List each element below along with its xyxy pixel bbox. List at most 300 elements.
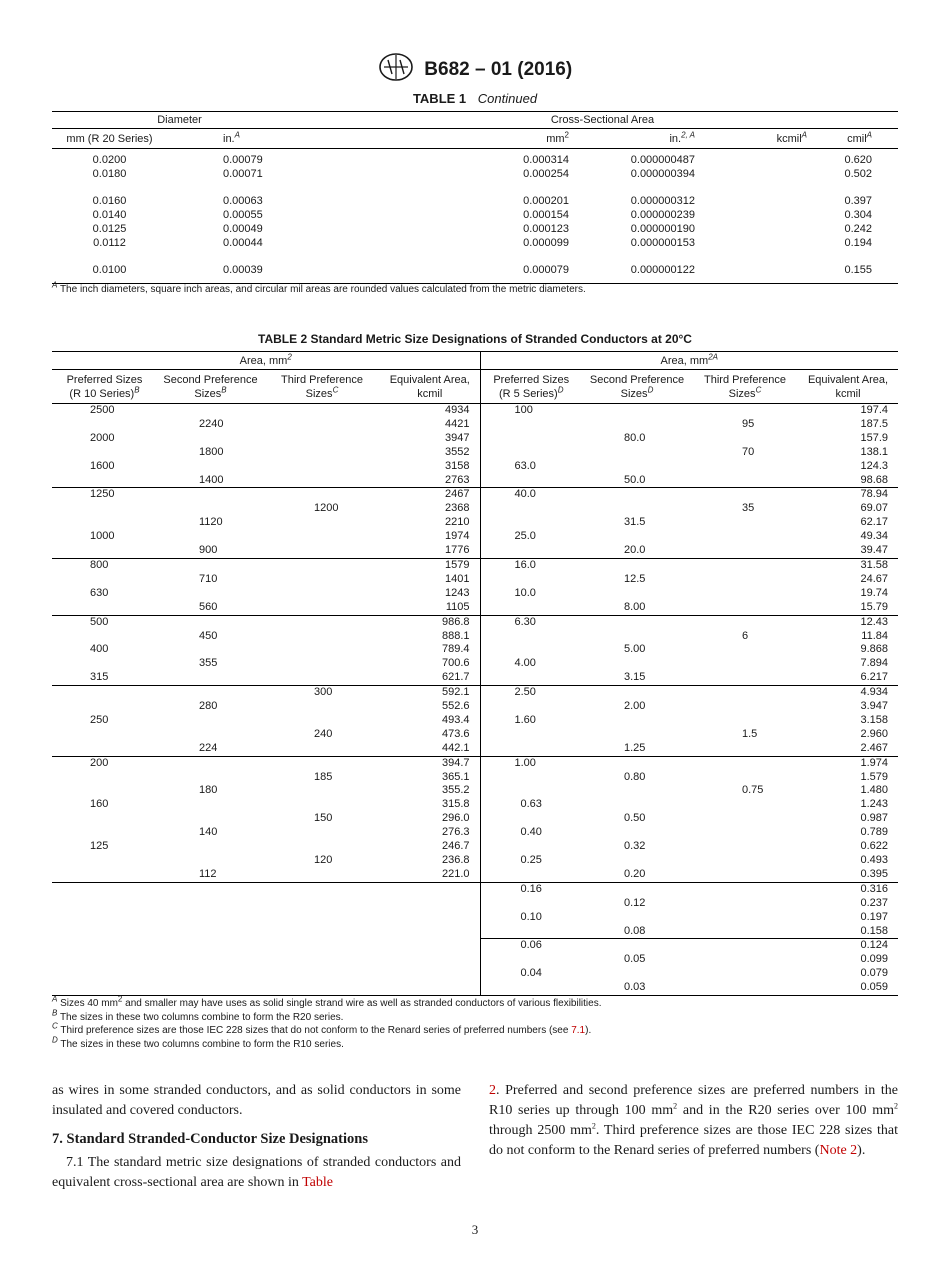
table-cell — [480, 868, 582, 882]
table-cell — [480, 742, 582, 756]
table-cell: 0.789 — [860, 826, 888, 839]
table-cell: 31.5 — [624, 516, 646, 529]
table-cell: 0.75 — [742, 784, 764, 797]
table-cell — [264, 558, 380, 572]
table-cell: 1000 — [90, 530, 115, 543]
table1-header: kcmil$^A$ — [725, 129, 811, 149]
table-cell — [582, 587, 692, 601]
table-cell — [157, 925, 264, 939]
table-cell — [692, 573, 798, 587]
table-cell — [692, 516, 798, 530]
table-cell — [692, 854, 798, 868]
table-cell — [52, 728, 157, 742]
table2-group-right: Area, $mm^{2A}$ — [480, 352, 898, 370]
table-cell — [582, 530, 692, 544]
table-cell: 4.934 — [798, 686, 898, 700]
table-cell: 140 — [199, 826, 218, 839]
table-cell — [157, 967, 264, 981]
table-cell — [582, 826, 692, 840]
table-cell: 0.622 — [860, 840, 888, 853]
table2-header: Preferred Sizes (R 10 Series)$^B$ — [52, 370, 157, 404]
table-cell — [264, 643, 380, 657]
table-cell: 40.0 — [480, 488, 582, 502]
table-row — [52, 530, 898, 544]
table2-header: Equivalent Area, kcmil — [798, 370, 898, 404]
table-row — [52, 601, 898, 615]
table-cell — [52, 742, 157, 756]
table-cell — [480, 953, 582, 967]
table-cell: 98.68 — [860, 473, 888, 486]
table-cell — [692, 826, 798, 840]
table-cell: 493.4 — [380, 714, 480, 728]
table-cell: 138.1 — [860, 445, 888, 458]
table-cell — [264, 516, 380, 530]
table-cell — [264, 742, 380, 756]
table-cell — [480, 925, 582, 939]
table2 — [52, 351, 898, 996]
table-cell — [692, 953, 798, 967]
table-row: 0.0140 0.00055 0.000154 0.000000239 0.304 — [92, 209, 872, 222]
table-cell — [264, 897, 380, 911]
table-row — [52, 630, 898, 644]
table-row — [52, 911, 898, 925]
table-cell: 3552 — [380, 446, 480, 460]
table-cell: 3947 — [380, 432, 480, 446]
table-2-link-number[interactable]: 2 — [489, 1083, 496, 1098]
table-cell — [264, 840, 380, 854]
table-row — [52, 714, 898, 728]
table-cell — [157, 558, 264, 572]
table-cell — [52, 854, 157, 868]
table1-group-diameter: Diameter — [52, 112, 307, 129]
table-cell — [480, 474, 582, 488]
table-cell — [264, 573, 380, 587]
table-cell — [582, 854, 692, 868]
table-cell — [264, 953, 380, 967]
table-row — [52, 868, 898, 882]
table-cell: 0.197 — [860, 910, 888, 923]
table-cell — [582, 460, 692, 474]
table-row — [52, 953, 898, 967]
table-cell — [157, 488, 264, 502]
table-cell: 400 — [90, 643, 109, 656]
table-cell: 15.79 — [860, 600, 888, 613]
astm-logo-icon — [378, 52, 414, 87]
table-cell — [264, 967, 380, 981]
table-cell: 160 — [90, 798, 109, 811]
table1-header: $mm^2$ — [307, 129, 575, 149]
table-cell — [52, 953, 157, 967]
table-cell: 112 — [199, 867, 217, 880]
table-cell: 5.00 — [624, 643, 646, 656]
table-cell — [480, 432, 582, 446]
table-cell — [692, 798, 798, 812]
table-cell — [157, 882, 264, 896]
table-cell — [380, 981, 480, 995]
table-cell — [157, 771, 264, 785]
table-cell: 0.316 — [798, 882, 898, 896]
table-cell: 197.4 — [860, 404, 888, 416]
table-cell: 888.1 — [380, 630, 480, 644]
table-cell — [380, 939, 480, 953]
table-cell — [692, 460, 798, 474]
table-cell: 2.960 — [860, 727, 888, 740]
table-cell — [582, 404, 692, 418]
table2-body — [52, 404, 898, 996]
table-cell — [52, 446, 157, 460]
table-cell — [692, 601, 798, 615]
table-row — [52, 925, 898, 939]
table-2-link[interactable]: Table — [302, 1175, 333, 1190]
table-row — [52, 432, 898, 446]
table-cell: 592.1 — [380, 686, 480, 700]
table-row — [52, 882, 898, 896]
table1-caption — [52, 91, 898, 106]
table2-footnote: $^A$ Sizes 40 $mm^2$ and smaller may have uses as solid single strand wire as well as stranded conductors of various flexibilities. — [52, 994, 602, 1009]
table-cell — [480, 671, 582, 685]
table-row: 0.0200 0.00079 0.000314 0.000000487 0.620 — [92, 154, 872, 166]
table-cell — [480, 700, 582, 714]
table-cell — [380, 953, 480, 967]
table-cell — [52, 418, 157, 432]
table-cell — [692, 558, 798, 572]
table-row — [52, 615, 898, 629]
table-cell — [692, 911, 798, 925]
table-cell — [157, 502, 264, 516]
table-cell: 0.124 — [798, 939, 898, 953]
table-cell — [692, 530, 798, 544]
table-cell — [157, 728, 264, 742]
table-cell — [264, 700, 380, 714]
table-cell — [692, 925, 798, 939]
table-cell — [52, 573, 157, 587]
table-cell: 1800 — [199, 445, 224, 458]
table-row — [52, 404, 898, 418]
table-cell — [157, 432, 264, 446]
table-cell: 986.8 — [380, 615, 480, 629]
table-cell — [480, 784, 582, 798]
table-cell: 1974 — [380, 530, 480, 544]
table-cell — [264, 784, 380, 798]
table-cell — [264, 925, 380, 939]
table-cell — [692, 742, 798, 756]
table-cell: 473.6 — [380, 728, 480, 742]
table-cell — [692, 404, 798, 418]
table-row — [52, 488, 898, 502]
table-cell: 12.43 — [798, 615, 898, 629]
table-cell — [480, 516, 582, 530]
table-cell — [480, 812, 582, 826]
table-cell: 49.34 — [860, 530, 888, 543]
table-cell: 16.0 — [480, 558, 582, 572]
table-row — [52, 460, 898, 474]
table-cell: 0.03 — [624, 981, 646, 994]
table-cell: 0.08 — [624, 924, 646, 937]
table-cell: 3.947 — [860, 700, 888, 713]
table-cell: 3158 — [380, 460, 480, 474]
table-cell: 355 — [199, 657, 218, 670]
table-cell: 0.987 — [860, 812, 888, 825]
table-cell: 50.0 — [624, 473, 646, 486]
table-cell — [264, 826, 380, 840]
table-cell — [264, 911, 380, 925]
table-cell: 500 — [52, 615, 157, 629]
table-cell — [52, 925, 157, 939]
table-cell: 19.74 — [860, 586, 888, 599]
table-cell: 120 — [314, 854, 333, 866]
table-row: 0.0100 0.00039 0.000079 0.000000122 0.155 — [92, 264, 872, 277]
table-row — [52, 728, 898, 742]
table-cell — [157, 686, 264, 700]
table-cell: 250 — [90, 713, 109, 726]
table-cell: 236.8 — [380, 854, 480, 868]
table-cell: 69.07 — [860, 502, 888, 515]
table-cell: 31.58 — [798, 558, 898, 572]
table-cell — [480, 981, 582, 995]
table-cell: 0.04 — [520, 967, 542, 980]
note-2-link[interactable]: Note 2 — [819, 1143, 858, 1158]
table-cell: 157.9 — [860, 431, 888, 444]
table-cell — [264, 460, 380, 474]
table-cell: 442.1 — [380, 742, 480, 756]
table-cell — [582, 939, 692, 953]
table-row: 0.0112 0.00044 0.000099 0.000000153 0.194 — [93, 236, 872, 249]
section-heading: 7. Standard Stranded-Conductor Size Designations — [52, 1131, 368, 1147]
table-cell — [157, 714, 264, 728]
table-cell — [480, 446, 582, 460]
table-cell: 240 — [314, 727, 333, 740]
table-cell — [380, 897, 480, 911]
table-cell: 246.7 — [380, 840, 480, 854]
table-cell: 9.868 — [860, 643, 888, 656]
table-cell — [692, 756, 798, 770]
table-cell: 4934 — [380, 404, 480, 418]
table-cell — [692, 812, 798, 826]
table-row — [52, 897, 898, 911]
section-7-1-link[interactable]: 7.1 — [571, 1025, 586, 1036]
table-cell: 1.480 — [860, 784, 888, 797]
table-cell: 12.5 — [624, 572, 646, 585]
table-cell — [692, 868, 798, 882]
table-cell — [582, 784, 692, 798]
table-cell: 280 — [199, 700, 218, 713]
table-cell: 300 — [264, 686, 380, 700]
table-cell: 185 — [314, 770, 333, 783]
table-cell: 3.158 — [860, 713, 888, 726]
body-paragraph: as wires in some stranded conductors, and as solid conductors in some insulated and covered conductors. — [52, 1083, 461, 1118]
table-cell — [264, 798, 380, 812]
table-cell: 221.0 — [380, 868, 480, 882]
table-cell: 0.80 — [624, 770, 646, 783]
table-cell — [52, 967, 157, 981]
table-cell: 124.3 — [860, 459, 888, 472]
table-row — [52, 544, 898, 558]
table-cell — [264, 418, 380, 432]
table-cell — [480, 630, 582, 644]
table-cell: 1600 — [90, 459, 115, 472]
table-cell: 0.12 — [624, 896, 646, 909]
table-cell: 0.158 — [860, 924, 888, 937]
table-cell — [692, 700, 798, 714]
table-row — [52, 418, 898, 432]
table-cell — [157, 460, 264, 474]
table-cell — [692, 587, 798, 601]
table-cell — [692, 939, 798, 953]
table-cell: 70 — [742, 445, 755, 458]
table-cell: 0.40 — [520, 826, 542, 839]
table-cell: 0.493 — [860, 854, 888, 866]
table-cell: 180 — [199, 784, 218, 797]
table2-footnote: $^B$ The sizes in these two columns combine to form the R20 series. — [52, 1008, 344, 1023]
table-cell: 125 — [90, 840, 109, 853]
table-cell — [480, 728, 582, 742]
table-cell — [157, 911, 264, 925]
table-cell: 2.467 — [860, 741, 888, 754]
table-cell — [157, 671, 264, 685]
table-row — [52, 686, 898, 700]
table-row — [52, 840, 898, 854]
table-cell — [480, 840, 582, 854]
table-cell: 2210 — [380, 516, 480, 530]
table-cell: 710 — [199, 572, 218, 585]
table-cell — [582, 967, 692, 981]
table-cell — [480, 643, 582, 657]
table-row: 0.0180 0.00071 0.000254 0.000000394 0.502 — [92, 167, 872, 180]
table-cell — [480, 601, 582, 615]
table-cell — [52, 826, 157, 840]
table-cell: 0.20 — [624, 867, 646, 880]
table-cell — [52, 771, 157, 785]
table-cell — [157, 798, 264, 812]
table-cell: 1.5 — [742, 727, 758, 740]
table-cell: 1400 — [199, 473, 224, 486]
table-cell: 1.60 — [514, 713, 536, 726]
table-cell — [264, 882, 380, 896]
table-row: 0.0125 0.00049 0.000123 0.000000190 0.242 — [92, 222, 872, 235]
table-row — [52, 798, 898, 812]
table-cell: 3.15 — [624, 671, 646, 684]
table-cell — [52, 601, 157, 615]
table-cell — [264, 446, 380, 460]
table-cell: 560 — [199, 600, 218, 613]
table-cell: 0.50 — [624, 812, 646, 825]
table-cell — [52, 981, 157, 995]
table-cell — [52, 544, 157, 558]
table-cell: 700.6 — [380, 657, 480, 671]
table-cell: 11.84 — [861, 629, 888, 642]
table2-header: Preferred Sizes (R 5 Series)$^D$ — [480, 370, 582, 404]
table-cell — [582, 558, 692, 572]
table-cell — [380, 925, 480, 939]
table-cell — [52, 911, 157, 925]
table-cell: 2000 — [90, 431, 115, 444]
table-cell — [52, 812, 157, 826]
table-cell: 0.32 — [624, 840, 646, 853]
table-cell: 789.4 — [380, 643, 480, 657]
table2-footnote: $^C$ Third preference sizes are those IEC 228 sizes that do not conform to the Renard series of preferred numbers (see 7.1). — [52, 1021, 592, 1036]
table-row — [52, 939, 898, 953]
table1-header: mm (R 20 Series) — [52, 129, 167, 149]
table-cell — [157, 530, 264, 544]
table1-continued: Continued — [477, 91, 538, 106]
table-row — [52, 784, 898, 798]
table1-header: in.$^A$ — [167, 129, 307, 149]
table-cell: 2368 — [380, 502, 480, 516]
table-cell — [692, 771, 798, 785]
table-cell: 4.00 — [514, 657, 536, 670]
body-paragraph: 7.1 The standard metric size designations of stranded conductors and equivalent cross-sectional area are shown in Table — [52, 1155, 461, 1190]
table-cell: 900 — [199, 544, 218, 557]
table-cell — [692, 686, 798, 700]
table-cell: 0.05 — [624, 953, 646, 966]
table-cell — [480, 771, 582, 785]
table-cell: 25.0 — [514, 530, 536, 543]
table-cell: 276.3 — [380, 826, 480, 840]
table-row — [52, 742, 898, 756]
table-cell: 63.0 — [514, 459, 536, 472]
standard-designation: B682 – 01 (2016) — [424, 58, 573, 80]
table-cell — [52, 784, 157, 798]
table2-header: Equivalent Area, kcmil — [380, 370, 480, 404]
table-cell — [264, 601, 380, 615]
table-cell: 80.0 — [624, 431, 646, 444]
right-column — [489, 1081, 898, 1161]
table-cell — [692, 474, 798, 488]
table-cell — [692, 882, 798, 896]
table-cell — [157, 840, 264, 854]
table-cell: 296.0 — [380, 812, 480, 826]
table-row — [52, 967, 898, 981]
table2-footnotes — [52, 994, 602, 1051]
table-cell — [264, 981, 380, 995]
table-cell: 0.395 — [860, 867, 888, 880]
table-cell — [480, 544, 582, 558]
table-cell — [692, 643, 798, 657]
table-cell: 95 — [742, 417, 755, 430]
table-cell — [264, 587, 380, 601]
table1-footnote: $^A$ The inch diameters, square inch areas, and circular mil areas are rounded values calculated from the metric diameters. — [52, 280, 586, 295]
table-cell — [692, 488, 798, 502]
table-cell — [52, 700, 157, 714]
table-cell: 1776 — [380, 544, 480, 558]
table-cell: 621.7 — [380, 671, 480, 685]
table-cell: 20.0 — [624, 544, 646, 557]
table-cell: 6.30 — [480, 615, 582, 629]
table-cell — [264, 404, 380, 418]
table-cell — [380, 967, 480, 981]
table-cell — [52, 882, 157, 896]
table-cell: 1.00 — [480, 756, 582, 770]
table-cell: 365.1 — [380, 771, 480, 785]
table-cell — [582, 418, 692, 432]
table-cell — [582, 798, 692, 812]
table1 — [52, 111, 898, 284]
table-cell: 100 — [514, 404, 533, 416]
table-cell — [692, 544, 798, 558]
table-cell: 1401 — [380, 573, 480, 587]
table-cell: 315 — [90, 671, 109, 684]
table-cell — [582, 488, 692, 502]
table-cell: 0.10 — [520, 910, 542, 923]
table-cell — [264, 432, 380, 446]
table-cell: 394.7 — [380, 756, 480, 770]
table-cell: 24.67 — [860, 572, 888, 585]
table-cell: 39.47 — [860, 544, 888, 557]
table-cell: 224 — [199, 741, 218, 754]
table-row — [52, 657, 898, 671]
table-cell: 4421 — [380, 418, 480, 432]
table-cell — [157, 615, 264, 629]
